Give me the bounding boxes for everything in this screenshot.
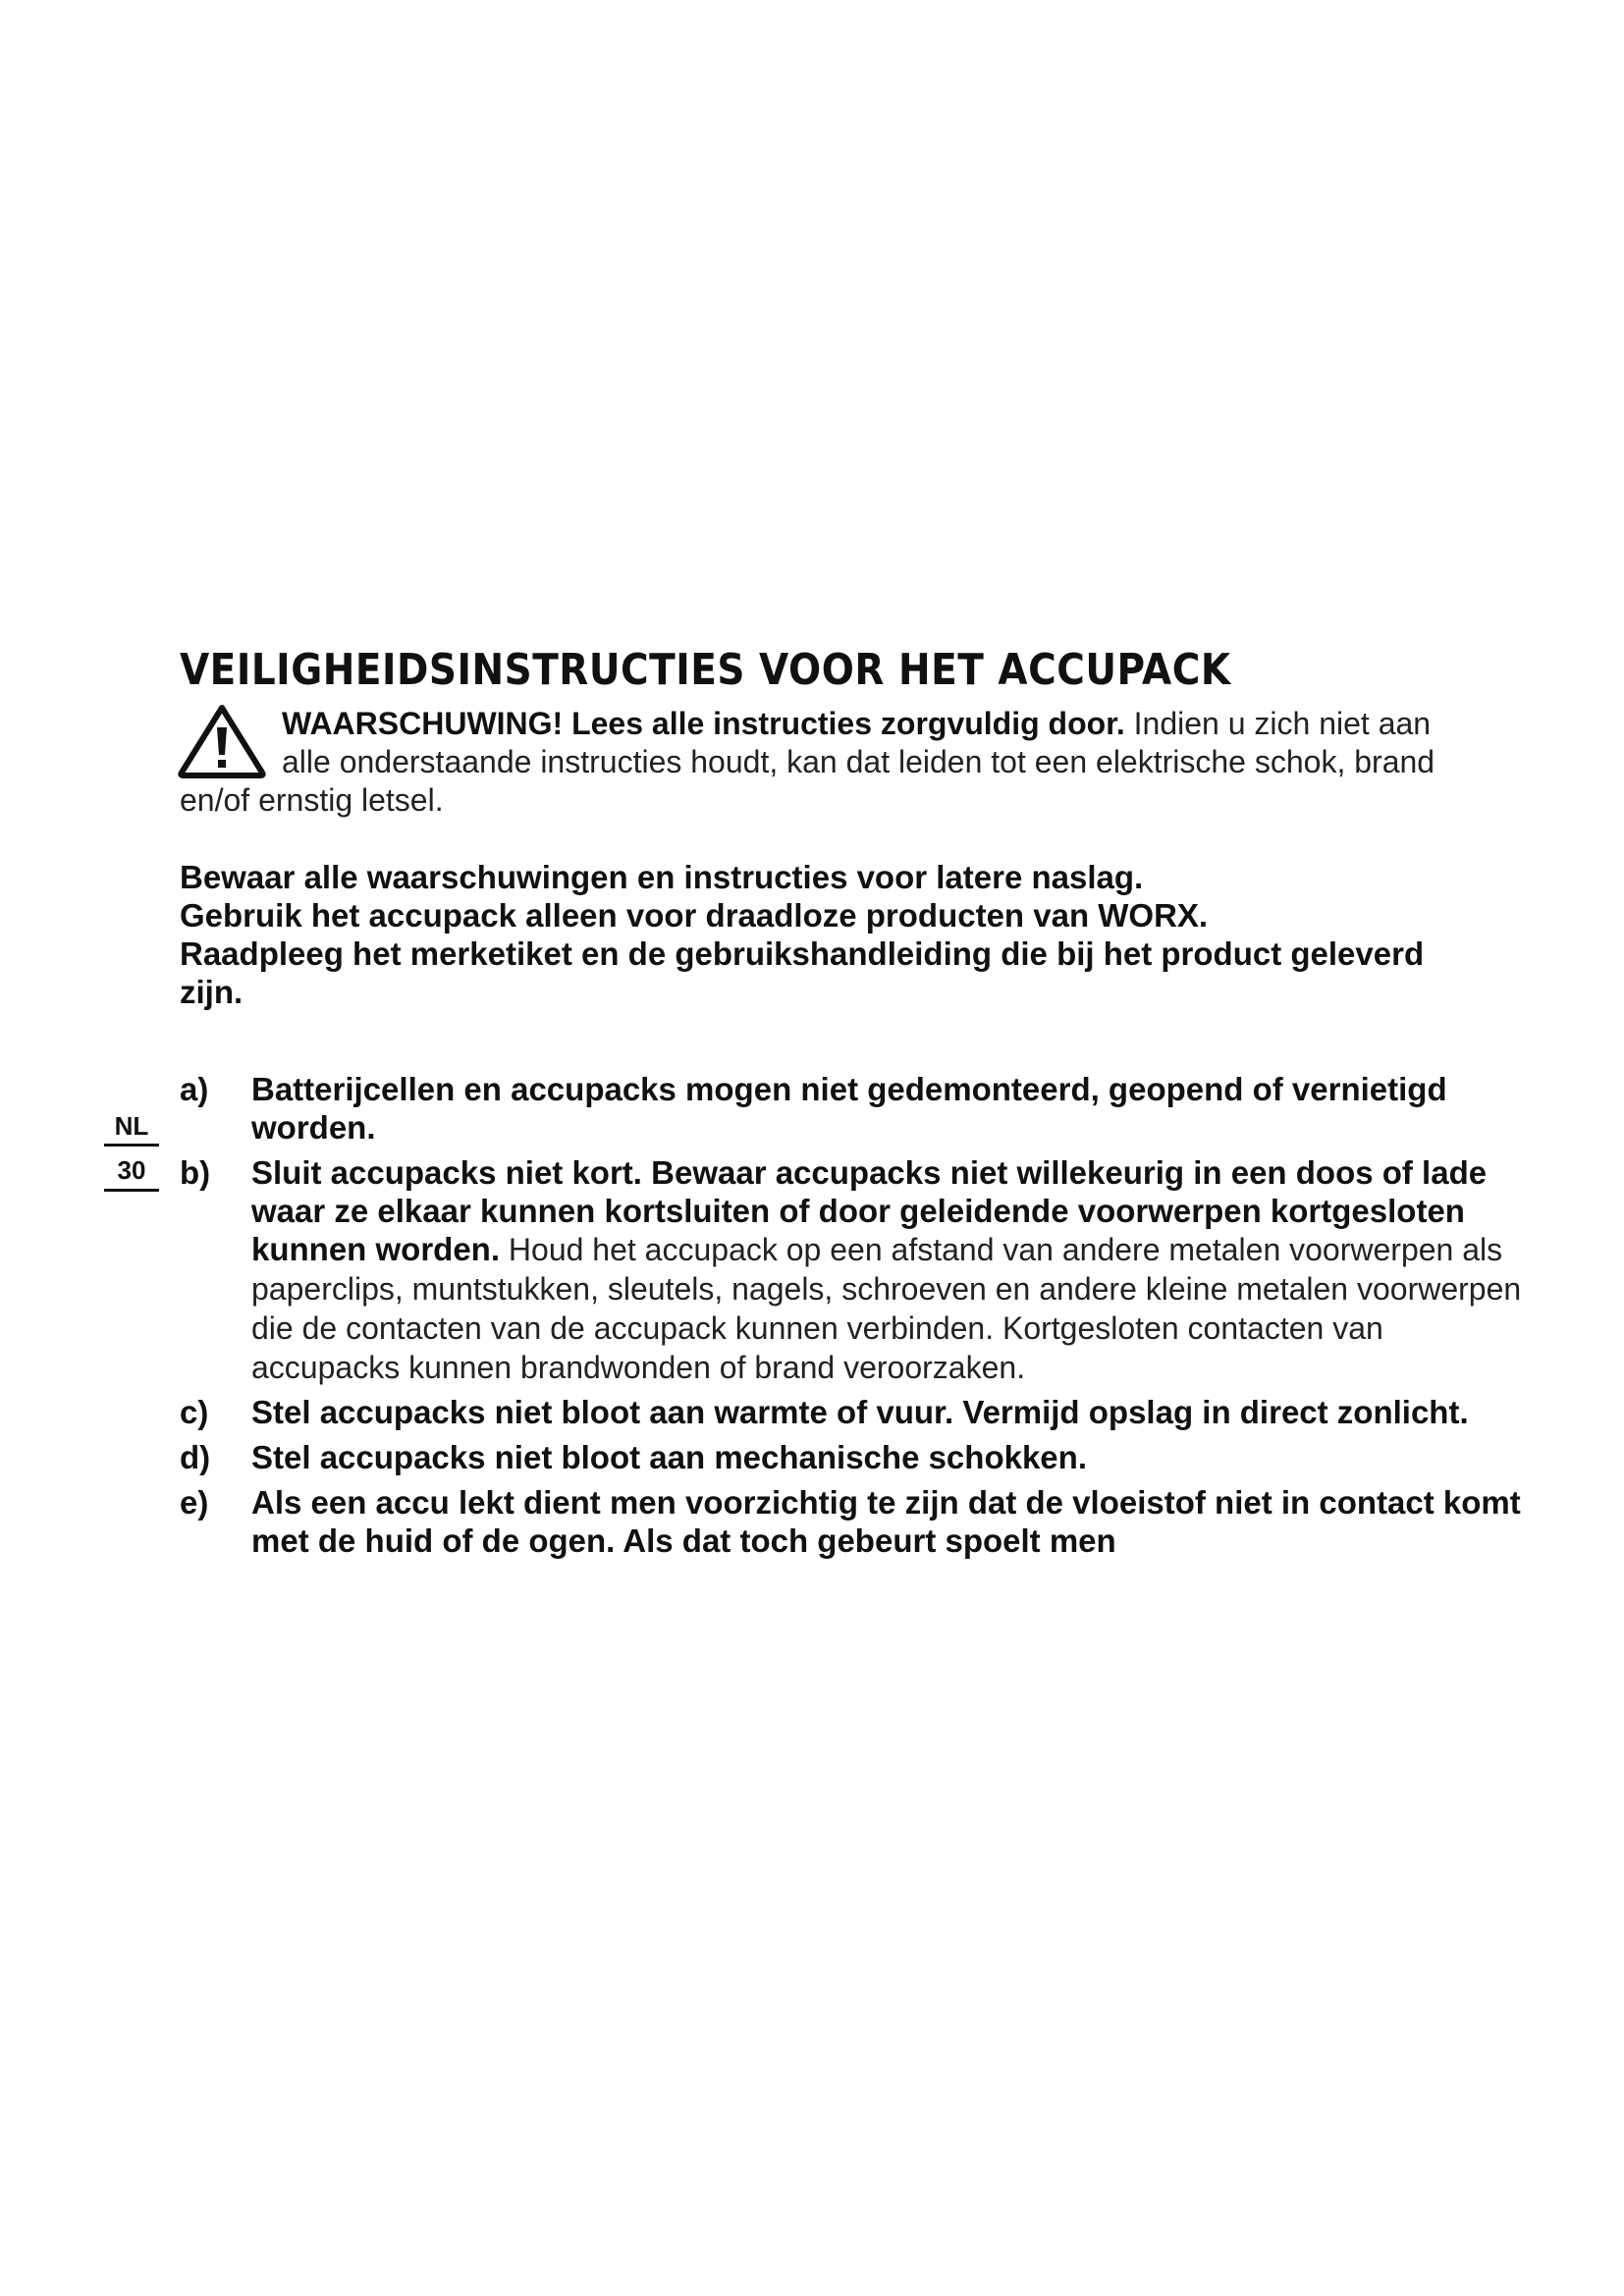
page-number: 30 [117, 1155, 146, 1185]
list-item [180, 1483, 1535, 1561]
list-item [180, 1070, 1535, 1148]
item-bold-text: Batterijcellen en accupacks mogen niet gedemonteerd, geopend of vernietigd worden. [251, 1071, 1447, 1146]
item-marker: d) [180, 1439, 211, 1475]
list-item [180, 1393, 1535, 1432]
item-bold-text: Stel accupacks niet bloot aan warmte of vuur. Vermijd opslag in direct zonlicht. [251, 1394, 1469, 1430]
divider [104, 1189, 159, 1192]
item-marker: a) [180, 1071, 209, 1107]
item-marker: e) [180, 1484, 209, 1521]
warning-heading: WAARSCHUWING! Lees alle instructies zorgvuldig door. [282, 706, 1125, 741]
language-label: NL [114, 1111, 149, 1141]
general-notes [180, 858, 1495, 1011]
warning-paragraph [180, 705, 1486, 820]
item-marker: c) [180, 1394, 209, 1430]
divider [104, 1144, 159, 1147]
safety-list [180, 1070, 1535, 1567]
note-line: Bewaar alle waarschuwingen en instructies voor latere naslag. [180, 859, 1144, 895]
item-bold-text: Als een accu lekt dient men voorzichtig te zijn dat de vloeistof niet in contact komt met de huid of de ogen. Als dat toch gebeurt spoelt men [251, 1484, 1521, 1559]
note-line: Gebruik het accupack alleen voor draadloze producten van WORX. [180, 897, 1209, 934]
item-bold-text: Stel accupacks niet bloot aan mechanische schokken. [251, 1439, 1087, 1475]
item-marker: b) [180, 1154, 211, 1191]
section-title: VEILIGHEIDSINSTRUCTIES VOOR HET ACCUPACK [180, 646, 1231, 696]
list-item [180, 1438, 1535, 1477]
note-line: Raadpleeg het merketiket en de gebruikshandleiding die bij het product geleverd zijn. [180, 935, 1425, 1010]
item-text: Houd het accupack op een afstand van andere metalen voorwerpen als paperclips, muntstukken, sleutels, nagels, schroeven en andere kleine metalen voorwerpen die de contacten van de accupack kunnen verbinden. Kortgesloten contacten van accupacks kunnen brandwonden of brand veroorzaken. [251, 1232, 1522, 1385]
item-bold-text: Sluit accupacks niet kort. Bewaar accupacks niet willekeurig in een doos of lade waar ze elkaar kunnen kortsluiten of door geleidende voorwerpen kortgesloten kunnen worden. [251, 1154, 1488, 1267]
list-item [180, 1153, 1535, 1387]
warning-text: Indien u zich niet aan alle onderstaande instructies houdt, kan dat leiden tot een elektrische schok, brand en/of ernstig letsel. [180, 706, 1435, 818]
